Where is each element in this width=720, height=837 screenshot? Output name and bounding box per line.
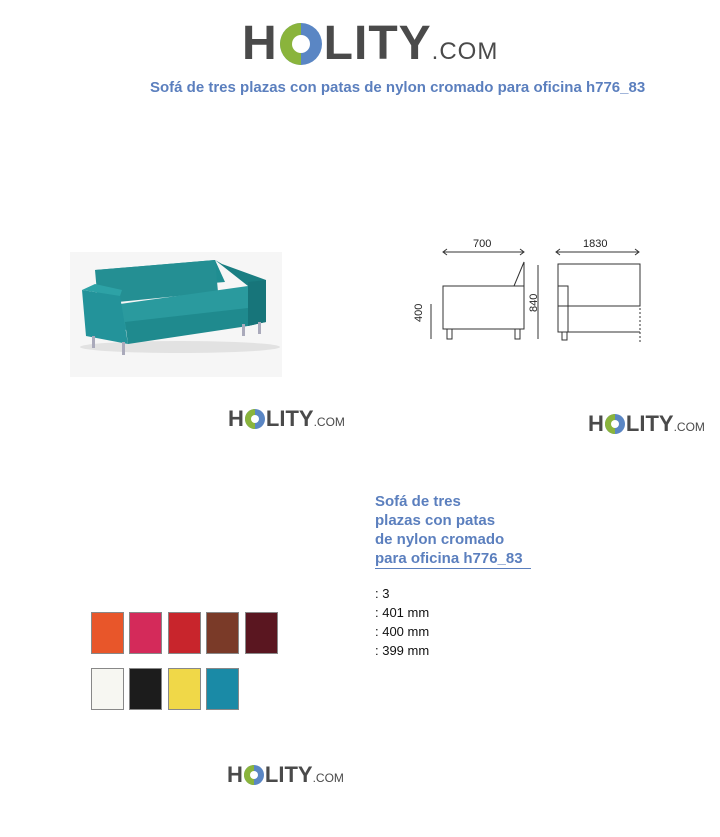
logo-domain: .COM [313, 415, 345, 429]
dimension-width-label: 700 [473, 238, 492, 250]
page-title: Sofá de tres plazas con patas de nylon cromado para oficina h776_83 [150, 79, 646, 96]
dimension-seat-height-label: 400 [413, 303, 425, 322]
color-swatch[interactable] [206, 668, 239, 710]
color-swatch[interactable] [168, 612, 201, 654]
color-swatch[interactable] [245, 612, 278, 654]
logo-text-left: H [227, 762, 243, 787]
holity-logo-small [227, 762, 344, 788]
color-swatch[interactable] [206, 612, 239, 654]
spec-dimension: : 399 mm [375, 643, 430, 658]
logo-domain: .COM [431, 38, 499, 65]
dimension-total-height-label: 840 [528, 293, 540, 312]
logo-text-left: H [228, 406, 244, 431]
logo-circle-icon [605, 414, 625, 434]
color-swatch[interactable] [129, 668, 162, 710]
holity-logo[interactable] [242, 16, 498, 71]
logo-text-left: H [242, 17, 278, 70]
color-swatch[interactable] [91, 612, 124, 654]
color-swatch[interactable] [129, 612, 162, 654]
logo-circle-icon [244, 765, 264, 785]
spec-dimension: : 400 mm [375, 624, 430, 639]
holity-logo-small [228, 406, 345, 432]
logo-circle-icon [245, 409, 265, 429]
product-name-line: Sofá de tres [375, 493, 461, 510]
product-name-line: de nylon cromado [375, 531, 505, 548]
product-name-line: para oficina h776_83 [375, 549, 531, 569]
color-swatch[interactable] [91, 668, 124, 710]
color-swatch[interactable] [168, 668, 201, 710]
product-name-block [375, 492, 555, 569]
logo-text-right: LITY [323, 17, 432, 70]
specs-list [375, 584, 429, 660]
logo-text-left: H [588, 411, 604, 436]
logo-text-right: LITY [625, 411, 674, 436]
logo-domain: .COM [312, 771, 344, 785]
product-name-line: plazas con patas [375, 512, 496, 529]
logo-text-right: LITY [264, 762, 313, 787]
sofa-product-image [70, 252, 282, 377]
logo-domain: .COM [673, 420, 705, 434]
logo-circle-icon [280, 23, 322, 65]
logo-text-right: LITY [265, 406, 314, 431]
dimension-length-label: 1830 [583, 238, 608, 250]
spec-dimension: : 401 mm [375, 605, 430, 620]
holity-logo-small [588, 411, 705, 437]
spec-seats: : 3 [375, 586, 390, 601]
dimensions-drawing [410, 232, 645, 347]
